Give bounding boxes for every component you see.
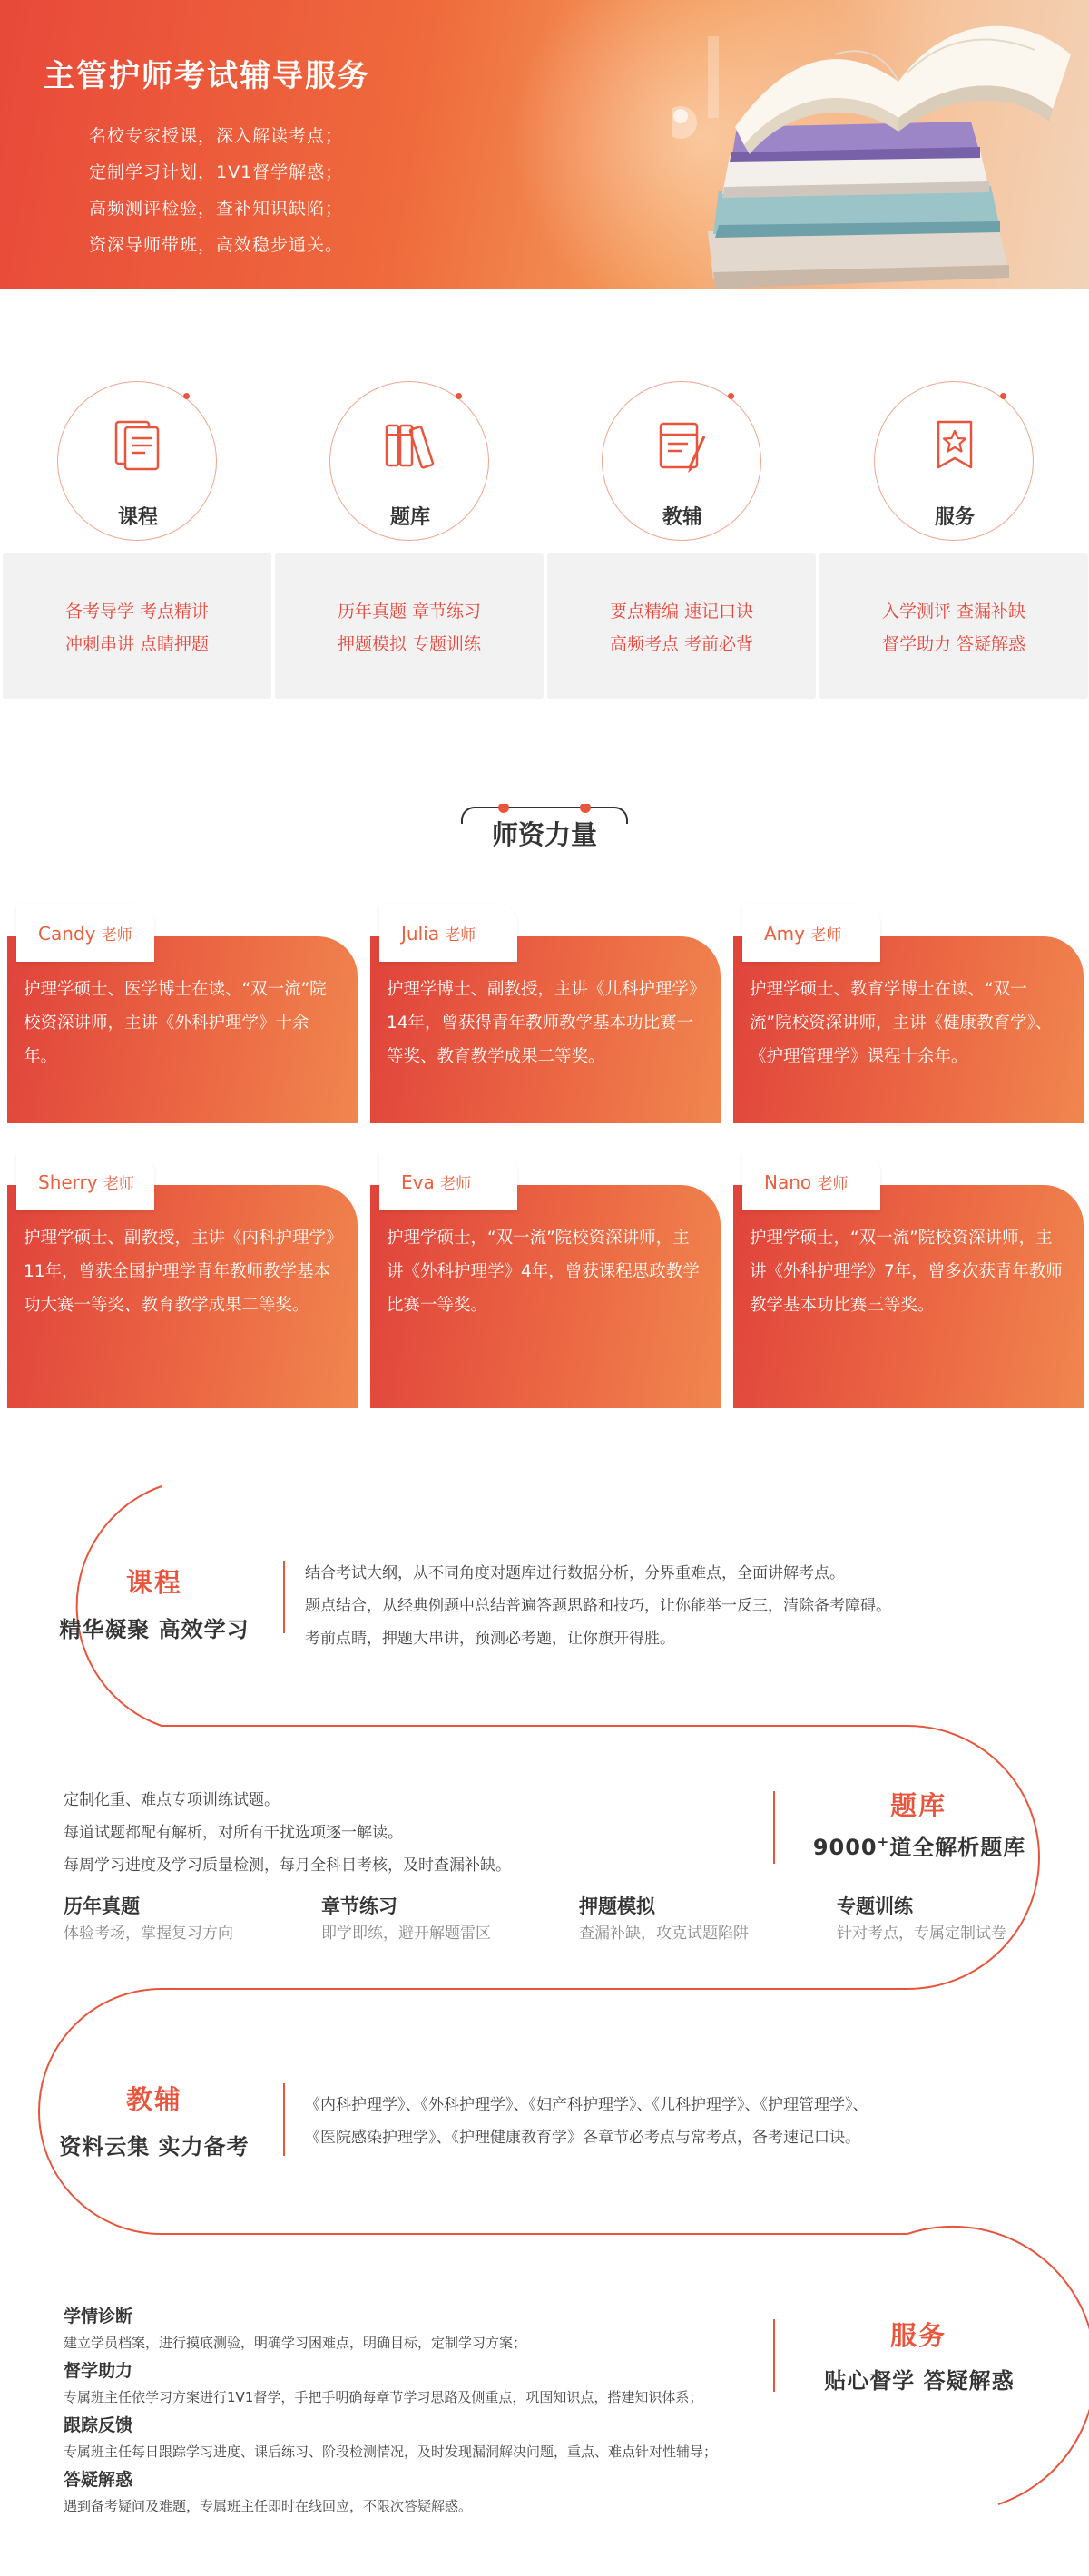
divider-line [283,1561,285,1633]
teacher-bio: 护理学硕士、教育学博士在读、“双一流”院校资深讲师，主讲《健康教育学》、《护理管理学》课程十余年。 [750,980,1053,1066]
category-desc: 针对考点，专属定制试卷 [837,1925,1006,1943]
teacher-name-tab [379,904,517,962]
hero-points [89,118,343,263]
feature-line: 冲刺串讲 点睛押题 [64,634,210,654]
feature-circle [874,381,1034,541]
teacher-name: Sherry [38,1171,98,1193]
teacher-card-body [7,1185,358,1408]
feature-box [819,553,1088,699]
category-desc: 即学即练，避开解题雷区 [321,1925,491,1943]
course-line: 结合考试大纲，从不同角度对题库进行数据分析，分界重难点，全面讲解考点。 [305,1564,845,1582]
teacher-card-body [370,936,721,1123]
feature-line: 历年真题 章节练习 [337,602,482,622]
feature-line: 押题模拟 专题训练 [337,634,482,654]
bank-category [321,1893,491,1947]
divider-line [773,1791,775,1864]
service-item-desc: 遇到备考疑问及难题，专属班主任即时在线回应，不限次答疑解惑。 [64,2498,473,2514]
accent-dot [1000,393,1006,399]
feature-line: 入学测评 查漏补缺 [881,602,1026,622]
bank-subtitle [799,1829,1040,1861]
service-item-name: 答疑解惑 [64,2470,133,2490]
material-subtitle: 资料云集 实力备考 [59,2134,250,2160]
feature-title: 课程 [117,506,158,529]
service-item-name: 跟踪反馈 [64,2415,133,2435]
service-item [64,2466,472,2519]
accent-dot [456,393,462,399]
course-title: 课程 [125,1567,182,1598]
teacher-bio: 护理学博士、副教授，主讲《儿科护理学》14年，曾获得青年教师教学基本功比赛一等奖、教育教学成果二等奖。 [387,980,698,1066]
service-title: 服务 [889,2320,947,2351]
teacher-bio: 护理学硕士、医学博士在读、“双一流”院校资深讲师，主讲《外科护理学》十余年。 [24,980,327,1066]
divider-line [283,2083,285,2156]
teacher-name: Nano [764,1171,812,1193]
hero-point: 高频测评检验，查补知识缺陷； [89,199,344,219]
category-name: 押题模拟 [579,1895,655,1917]
bank-title: 题库 [889,1790,947,1821]
teacher-name: Amy [764,923,805,945]
teacher-name-tab [742,904,880,962]
bank-subtitle-text: 道全解析题库 [889,1835,1026,1860]
teacher-name: Eva [401,1171,435,1193]
service-item-desc: 专属班主任依学习方案进行1V1督学，手把手明确每章节学习思路及侧重点，巩固知识点，搭建知识体系； [64,2389,703,2405]
feature-circle [57,381,217,541]
category-name: 章节练习 [321,1895,397,1917]
teacher-suffix: 老师 [440,1175,472,1193]
teacher-name: Candy [38,923,96,945]
service-item-name: 督学助力 [64,2361,133,2381]
course-subtitle: 精华凝聚 高效学习 [59,1617,250,1642]
notebook-pen-icon [653,416,711,475]
material-line: 《内科护理学》、《外科护理学》、《妇产科护理学》、《儿科护理学》、《护理管理学》、 [305,2096,868,2114]
hero-point: 名校专家授课，深入解读考点； [89,126,344,146]
bank-count-plus: + [877,1834,890,1850]
feature-box [275,553,544,699]
category-desc: 体验考场，掌握复习方向 [64,1925,233,1943]
course-description [305,1557,1049,1655]
hero-point: 资深导师带班，高效稳步通关。 [89,235,344,255]
bank-category [837,1893,1006,1947]
section-title-text: 师资力量 [491,819,597,850]
service-item-desc: 专属班主任每日跟踪学习进度、课后练习、阶段检测情况，及时发现漏洞解决问题，重点、难点针对性辅导； [64,2444,718,2460]
hero-title: 主管护师考试辅导服务 [44,58,370,94]
teacher-name-tab [742,1152,880,1210]
feature-title: 题库 [389,506,430,529]
feature-line: 要点精编 速记口诀 [609,602,754,622]
teacher-suffix: 老师 [817,1175,849,1193]
feature-line: 督学助力 答疑解惑 [881,634,1026,654]
star-badge-icon [926,416,984,475]
feature-title: 服务 [934,506,975,529]
category-name: 历年真题 [64,1895,140,1917]
bank-description [64,1784,753,1882]
bank-category [579,1893,749,1947]
feature-circle [602,381,761,541]
material-line: 《医院感染护理学》、《护理健康教育学》各章节必考点与常考点，备考速记口诀。 [305,2129,860,2147]
service-item-name: 学情诊断 [64,2307,133,2326]
section-title-teachers [458,804,631,858]
teacher-bio: 护理学硕士，“双一流”院校资深讲师，主讲《外科护理学》4年，曾获课程思政教学比赛一等奖。 [387,1229,700,1315]
accent-dot [183,393,190,399]
document-icon [109,416,167,475]
teacher-suffix: 老师 [103,1175,134,1193]
feature-box [3,553,271,699]
feature-circle [329,381,489,541]
teacher-name-tab [379,1152,517,1210]
category-desc: 查漏补缺，攻克试题陷阱 [579,1925,749,1943]
bank-line: 每周学习进度及学习质量检测，每月全科目考核，及时查漏补缺。 [64,1856,511,1875]
feature-line: 高频考点 考前必背 [609,634,754,654]
bank-count: 9000 [812,1835,878,1860]
teacher-bio: 护理学硕士、副教授，主讲《内科护理学》11年，曾获全国护理学青年教师教学基本功大赛一等奖、教育教学成果二等奖。 [24,1229,335,1315]
teacher-name: Julia [401,923,439,945]
teacher-suffix: 老师 [810,926,842,945]
service-item [64,2357,702,2410]
teacher-card-body [370,1185,721,1408]
teacher-name-tab [16,904,154,962]
books-icon [381,416,439,475]
service-item [64,2303,526,2356]
books-illustration [672,0,1089,289]
course-line: 考前点睛，押题大串讲，预测必考题，让你旗开得胜。 [305,1630,675,1648]
teacher-bio: 护理学硕士，“双一流”院校资深讲师，主讲《外科护理学》7年，曾多次获青年教师教学基本功比赛三等奖。 [750,1229,1063,1315]
teacher-card-body [7,936,358,1123]
service-subtitle: 贴心督学 答疑解惑 [824,2368,1015,2394]
teacher-suffix: 老师 [101,926,132,945]
bank-category [64,1893,233,1947]
service-item-desc: 建立学员档案，进行摸底测验，明确学习困难点，明确目标，定制学习方案； [64,2335,527,2351]
teacher-card-body [733,936,1084,1123]
category-name: 专题训练 [837,1895,913,1917]
hero-banner [0,0,1089,289]
material-description [305,2089,1049,2154]
teacher-name-tab [16,1152,154,1210]
hero-point: 定制学习计划，1V1督学解惑； [89,162,344,182]
course-line: 题点结合，从经典例题中总结普遍答题思路和技巧，让你能举一反三，清除备考障碍。 [305,1597,891,1615]
bank-line: 每道试题都配有解析，对所有干扰选项逐一解读。 [64,1824,403,1842]
teacher-card-body [733,1185,1084,1408]
divider-line [773,2319,775,2392]
feature-title: 教辅 [662,506,702,529]
service-item [64,2412,717,2464]
teacher-suffix: 老师 [445,926,476,945]
accent-dot [728,393,734,399]
feature-line: 备考导学 考点精讲 [64,602,210,622]
feature-box [547,553,816,699]
material-title: 教辅 [125,2084,182,2115]
bank-line: 定制化重、难点专项训练试题。 [64,1791,280,1809]
